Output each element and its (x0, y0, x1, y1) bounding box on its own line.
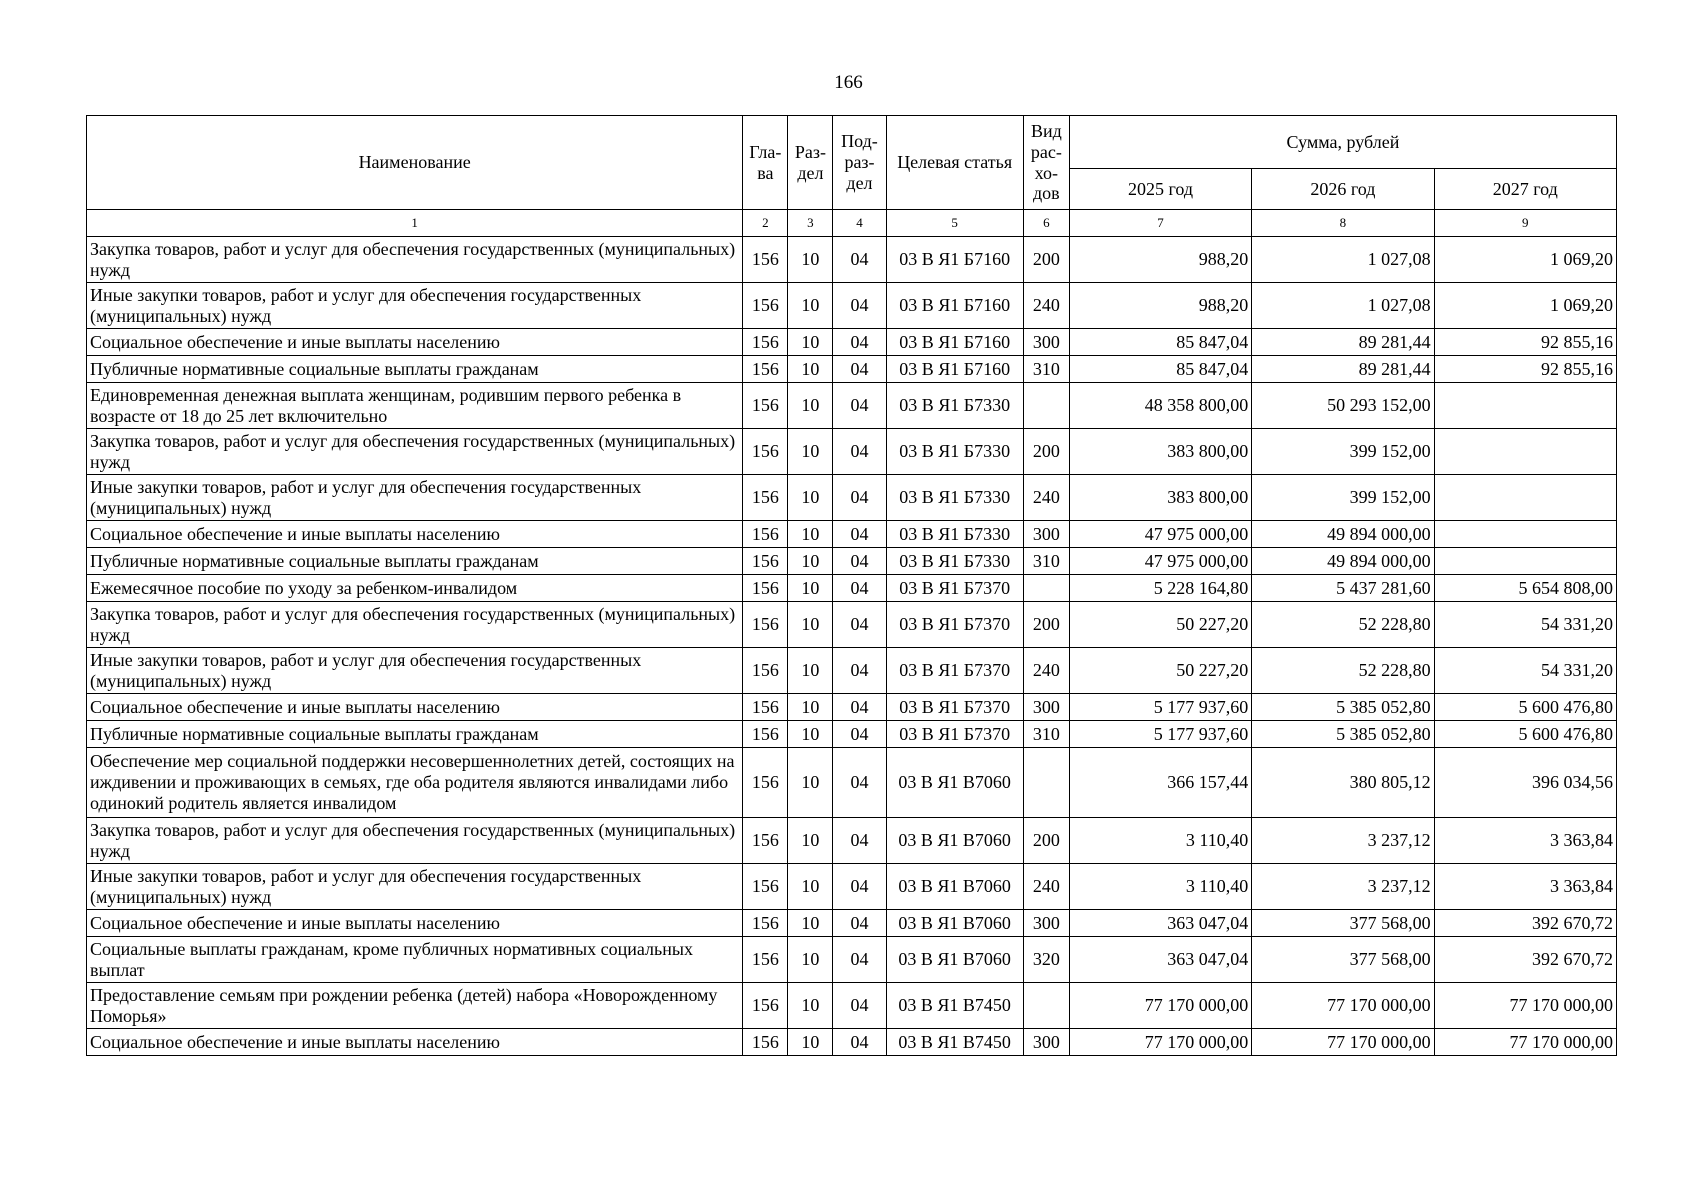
col-number: 5 (886, 210, 1023, 237)
row-vid-rashodov: 320 (1023, 937, 1069, 983)
row-sum-2027: 392 670,72 (1434, 937, 1616, 983)
row-sum-2027: 392 670,72 (1434, 910, 1616, 937)
row-glava: 156 (743, 283, 788, 329)
row-name: Социальное обеспечение и иные выплаты населению (87, 694, 743, 721)
header-year-2025: 2025 год (1069, 169, 1251, 210)
row-glava: 156 (743, 548, 788, 575)
row-sum-2026: 52 228,80 (1252, 648, 1434, 694)
row-razdel: 10 (788, 356, 833, 383)
row-sum-2026: 399 152,00 (1252, 429, 1434, 475)
row-razdel: 10 (788, 602, 833, 648)
table-row (87, 575, 1617, 602)
row-sum-2027 (1434, 475, 1616, 521)
row-sum-2026: 5 385 052,80 (1252, 721, 1434, 748)
row-sum-2025: 77 170 000,00 (1069, 983, 1251, 1029)
row-glava: 156 (743, 694, 788, 721)
row-podrazdel: 04 (833, 748, 886, 818)
table-row (87, 721, 1617, 748)
row-name: Публичные нормативные социальные выплаты гражданам (87, 721, 743, 748)
row-vid-rashodov: 300 (1023, 329, 1069, 356)
row-sum-2026: 5 385 052,80 (1252, 694, 1434, 721)
row-podrazdel: 04 (833, 910, 886, 937)
row-celevaya-statya: 03 В Я1 В7450 (886, 1029, 1023, 1056)
row-sum-2026: 399 152,00 (1252, 475, 1434, 521)
row-podrazdel: 04 (833, 283, 886, 329)
row-razdel: 10 (788, 983, 833, 1029)
row-razdel: 10 (788, 329, 833, 356)
row-sum-2025: 366 157,44 (1069, 748, 1251, 818)
row-sum-2025: 5 228 164,80 (1069, 575, 1251, 602)
header-year-2026: 2026 год (1252, 169, 1434, 210)
row-sum-2025: 85 847,04 (1069, 356, 1251, 383)
row-name: Социальное обеспечение и иные выплаты населению (87, 910, 743, 937)
row-razdel: 10 (788, 721, 833, 748)
row-sum-2026: 89 281,44 (1252, 356, 1434, 383)
row-glava: 156 (743, 937, 788, 983)
row-glava: 156 (743, 237, 788, 283)
row-name: Социальное обеспечение и иные выплаты населению (87, 521, 743, 548)
row-podrazdel: 04 (833, 648, 886, 694)
row-podrazdel: 04 (833, 937, 886, 983)
table-row (87, 648, 1617, 694)
row-celevaya-statya: 03 В Я1 В7060 (886, 864, 1023, 910)
row-vid-rashodov: 310 (1023, 356, 1069, 383)
row-vid-rashodov: 200 (1023, 429, 1069, 475)
row-podrazdel: 04 (833, 475, 886, 521)
row-podrazdel: 04 (833, 429, 886, 475)
table-row (87, 937, 1617, 983)
row-razdel: 10 (788, 429, 833, 475)
row-razdel: 10 (788, 910, 833, 937)
row-celevaya-statya: 03 В Я1 В7060 (886, 818, 1023, 864)
row-glava: 156 (743, 748, 788, 818)
row-sum-2027 (1434, 383, 1616, 429)
row-glava: 156 (743, 721, 788, 748)
row-sum-2026: 52 228,80 (1252, 602, 1434, 648)
row-vid-rashodov: 310 (1023, 548, 1069, 575)
row-celevaya-statya: 03 В Я1 Б7330 (886, 475, 1023, 521)
row-sum-2026: 377 568,00 (1252, 937, 1434, 983)
row-vid-rashodov (1023, 383, 1069, 429)
row-vid-rashodov: 240 (1023, 283, 1069, 329)
row-celevaya-statya: 03 В Я1 Б7370 (886, 575, 1023, 602)
row-podrazdel: 04 (833, 864, 886, 910)
row-sum-2026: 49 894 000,00 (1252, 548, 1434, 575)
row-glava: 156 (743, 475, 788, 521)
row-sum-2026: 77 170 000,00 (1252, 983, 1434, 1029)
table-row (87, 475, 1617, 521)
row-vid-rashodov (1023, 748, 1069, 818)
row-sum-2027: 5 600 476,80 (1434, 694, 1616, 721)
row-podrazdel: 04 (833, 1029, 886, 1056)
row-glava: 156 (743, 521, 788, 548)
row-glava: 156 (743, 429, 788, 475)
row-celevaya-statya: 03 В Я1 Б7330 (886, 548, 1023, 575)
table-row (87, 602, 1617, 648)
col-number: 3 (788, 210, 833, 237)
row-sum-2025: 363 047,04 (1069, 937, 1251, 983)
table-row (87, 694, 1617, 721)
row-sum-2026: 50 293 152,00 (1252, 383, 1434, 429)
row-celevaya-statya: 03 В Я1 Б7370 (886, 694, 1023, 721)
row-vid-rashodov: 300 (1023, 521, 1069, 548)
row-celevaya-statya: 03 В Я1 Б7370 (886, 721, 1023, 748)
row-glava: 156 (743, 329, 788, 356)
row-name: Публичные нормативные социальные выплаты гражданам (87, 548, 743, 575)
row-name: Закупка товаров, работ и услуг для обеспечения государственных (муниципальных) нужд (87, 237, 743, 283)
header-name: Наименование (87, 116, 743, 210)
row-razdel: 10 (788, 548, 833, 575)
row-podrazdel: 04 (833, 983, 886, 1029)
header-summa: Сумма, рублей (1069, 116, 1616, 169)
row-sum-2027 (1434, 521, 1616, 548)
row-vid-rashodov: 200 (1023, 602, 1069, 648)
header-glava: Гла-ва (743, 116, 788, 210)
row-sum-2026: 1 027,08 (1252, 237, 1434, 283)
row-sum-2025: 47 975 000,00 (1069, 521, 1251, 548)
table-row (87, 548, 1617, 575)
row-sum-2027: 54 331,20 (1434, 648, 1616, 694)
row-podrazdel: 04 (833, 575, 886, 602)
row-sum-2027: 77 170 000,00 (1434, 983, 1616, 1029)
row-name: Закупка товаров, работ и услуг для обеспечения государственных (муниципальных) нужд (87, 429, 743, 475)
col-number: 9 (1434, 210, 1616, 237)
row-podrazdel: 04 (833, 721, 886, 748)
row-razdel: 10 (788, 818, 833, 864)
row-name: Социальное обеспечение и иные выплаты населению (87, 329, 743, 356)
row-podrazdel: 04 (833, 521, 886, 548)
table-row (87, 521, 1617, 548)
row-podrazdel: 04 (833, 383, 886, 429)
col-number: 1 (87, 210, 743, 237)
row-razdel: 10 (788, 383, 833, 429)
row-razdel: 10 (788, 475, 833, 521)
table-row (87, 864, 1617, 910)
row-vid-rashodov: 240 (1023, 864, 1069, 910)
row-podrazdel: 04 (833, 548, 886, 575)
header-celevaya-statya: Целевая статья (886, 116, 1023, 210)
row-sum-2025: 85 847,04 (1069, 329, 1251, 356)
row-podrazdel: 04 (833, 237, 886, 283)
row-razdel: 10 (788, 648, 833, 694)
row-sum-2027: 92 855,16 (1434, 329, 1616, 356)
row-celevaya-statya: 03 В Я1 Б7160 (886, 237, 1023, 283)
row-glava: 156 (743, 602, 788, 648)
col-number: 4 (833, 210, 886, 237)
row-celevaya-statya: 03 В Я1 В7450 (886, 983, 1023, 1029)
row-sum-2027: 3 363,84 (1434, 864, 1616, 910)
row-sum-2027: 92 855,16 (1434, 356, 1616, 383)
row-sum-2026: 1 027,08 (1252, 283, 1434, 329)
row-name: Иные закупки товаров, работ и услуг для обеспечения государственных (муниципальных) нужд (87, 283, 743, 329)
row-podrazdel: 04 (833, 329, 886, 356)
row-name: Иные закупки товаров, работ и услуг для обеспечения государственных (муниципальных) нужд (87, 475, 743, 521)
col-number: 8 (1252, 210, 1434, 237)
row-razdel: 10 (788, 521, 833, 548)
row-sum-2025: 383 800,00 (1069, 429, 1251, 475)
row-celevaya-statya: 03 В Я1 В7060 (886, 937, 1023, 983)
row-name: Обеспечение мер социальной поддержки несовершеннолетних детей, состоящих на иждивении и проживающих в семьях, где оба родителя являются инвалидами либо одинокий родитель является инвалидом (87, 748, 743, 818)
row-sum-2025: 77 170 000,00 (1069, 1029, 1251, 1056)
row-name: Закупка товаров, работ и услуг для обеспечения государственных (муниципальных) нужд (87, 818, 743, 864)
row-celevaya-statya: 03 В Я1 Б7330 (886, 521, 1023, 548)
row-sum-2026: 5 437 281,60 (1252, 575, 1434, 602)
row-glava: 156 (743, 1029, 788, 1056)
row-sum-2027: 77 170 000,00 (1434, 1029, 1616, 1056)
row-celevaya-statya: 03 В Я1 Б7160 (886, 283, 1023, 329)
row-sum-2027: 5 654 808,00 (1434, 575, 1616, 602)
row-sum-2027: 396 034,56 (1434, 748, 1616, 818)
row-name: Иные закупки товаров, работ и услуг для обеспечения государственных (муниципальных) нужд (87, 648, 743, 694)
row-glava: 156 (743, 383, 788, 429)
table-row (87, 1029, 1617, 1056)
col-number: 2 (743, 210, 788, 237)
row-glava: 156 (743, 648, 788, 694)
table-row (87, 748, 1617, 818)
row-sum-2025: 988,20 (1069, 283, 1251, 329)
row-podrazdel: 04 (833, 356, 886, 383)
row-vid-rashodov: 300 (1023, 694, 1069, 721)
row-razdel: 10 (788, 748, 833, 818)
row-celevaya-statya: 03 В Я1 Б7370 (886, 648, 1023, 694)
row-name: Социальные выплаты гражданам, кроме публичных нормативных социальных выплат (87, 937, 743, 983)
row-name: Закупка товаров, работ и услуг для обеспечения государственных (муниципальных) нужд (87, 602, 743, 648)
header-vid-rashodov: Вид рас-хо-дов (1023, 116, 1069, 210)
row-glava: 156 (743, 864, 788, 910)
row-sum-2025: 47 975 000,00 (1069, 548, 1251, 575)
row-celevaya-statya: 03 В Я1 Б7160 (886, 329, 1023, 356)
row-vid-rashodov: 240 (1023, 648, 1069, 694)
header-year-2027: 2027 год (1434, 169, 1616, 210)
row-sum-2026: 89 281,44 (1252, 329, 1434, 356)
row-sum-2026: 3 237,12 (1252, 818, 1434, 864)
row-razdel: 10 (788, 575, 833, 602)
row-sum-2026: 380 805,12 (1252, 748, 1434, 818)
row-vid-rashodov: 240 (1023, 475, 1069, 521)
row-podrazdel: 04 (833, 602, 886, 648)
row-name: Иные закупки товаров, работ и услуг для обеспечения государственных (муниципальных) нужд (87, 864, 743, 910)
row-vid-rashodov: 310 (1023, 721, 1069, 748)
row-razdel: 10 (788, 937, 833, 983)
table-row (87, 283, 1617, 329)
row-sum-2025: 383 800,00 (1069, 475, 1251, 521)
col-number: 6 (1023, 210, 1069, 237)
table-row (87, 983, 1617, 1029)
header-razdel: Раз-дел (788, 116, 833, 210)
row-celevaya-statya: 03 В Я1 Б7370 (886, 602, 1023, 648)
row-sum-2027 (1434, 548, 1616, 575)
row-podrazdel: 04 (833, 694, 886, 721)
row-sum-2026: 3 237,12 (1252, 864, 1434, 910)
table-row (87, 356, 1617, 383)
col-number: 7 (1069, 210, 1251, 237)
row-sum-2027: 5 600 476,80 (1434, 721, 1616, 748)
row-glava: 156 (743, 910, 788, 937)
row-sum-2025: 50 227,20 (1069, 602, 1251, 648)
row-sum-2025: 988,20 (1069, 237, 1251, 283)
row-vid-rashodov: 200 (1023, 237, 1069, 283)
row-sum-2025: 5 177 937,60 (1069, 694, 1251, 721)
row-razdel: 10 (788, 283, 833, 329)
row-name: Единовременная денежная выплата женщинам, родившим первого ребенка в возрасте от 18 до 25 лет включительно (87, 383, 743, 429)
row-name: Социальное обеспечение и иные выплаты населению (87, 1029, 743, 1056)
row-sum-2025: 50 227,20 (1069, 648, 1251, 694)
table-row (87, 910, 1617, 937)
table-row (87, 383, 1617, 429)
row-vid-rashodov (1023, 575, 1069, 602)
row-vid-rashodov: 300 (1023, 910, 1069, 937)
row-name: Предоставление семьям при рождении ребенка (детей) набора «Новорожденному Поморья» (87, 983, 743, 1029)
header-podrazdel: Под-раз-дел (833, 116, 886, 210)
table-row (87, 818, 1617, 864)
page-number: 166 (834, 72, 863, 93)
table-row (87, 329, 1617, 356)
row-sum-2025: 48 358 800,00 (1069, 383, 1251, 429)
row-sum-2025: 3 110,40 (1069, 818, 1251, 864)
row-name: Ежемесячное пособие по уходу за ребенком-инвалидом (87, 575, 743, 602)
table-row (87, 429, 1617, 475)
row-sum-2026: 49 894 000,00 (1252, 521, 1434, 548)
row-celevaya-statya: 03 В Я1 Б7160 (886, 356, 1023, 383)
row-name: Публичные нормативные социальные выплаты гражданам (87, 356, 743, 383)
row-sum-2027 (1434, 429, 1616, 475)
table-row (87, 237, 1617, 283)
row-sum-2026: 377 568,00 (1252, 910, 1434, 937)
row-razdel: 10 (788, 1029, 833, 1056)
row-vid-rashodov: 300 (1023, 1029, 1069, 1056)
row-celevaya-statya: 03 В Я1 В7060 (886, 748, 1023, 818)
row-glava: 156 (743, 356, 788, 383)
row-sum-2026: 77 170 000,00 (1252, 1029, 1434, 1056)
row-celevaya-statya: 03 В Я1 В7060 (886, 910, 1023, 937)
row-razdel: 10 (788, 864, 833, 910)
budget-table (86, 115, 1617, 1056)
row-sum-2027: 3 363,84 (1434, 818, 1616, 864)
row-sum-2027: 54 331,20 (1434, 602, 1616, 648)
row-vid-rashodov (1023, 983, 1069, 1029)
row-sum-2027: 1 069,20 (1434, 283, 1616, 329)
row-razdel: 10 (788, 694, 833, 721)
row-sum-2027: 1 069,20 (1434, 237, 1616, 283)
row-celevaya-statya: 03 В Я1 Б7330 (886, 383, 1023, 429)
row-sum-2025: 5 177 937,60 (1069, 721, 1251, 748)
row-podrazdel: 04 (833, 818, 886, 864)
row-sum-2025: 3 110,40 (1069, 864, 1251, 910)
row-razdel: 10 (788, 237, 833, 283)
row-sum-2025: 363 047,04 (1069, 910, 1251, 937)
row-glava: 156 (743, 818, 788, 864)
row-glava: 156 (743, 575, 788, 602)
row-glava: 156 (743, 983, 788, 1029)
row-celevaya-statya: 03 В Я1 Б7330 (886, 429, 1023, 475)
row-vid-rashodov: 200 (1023, 818, 1069, 864)
